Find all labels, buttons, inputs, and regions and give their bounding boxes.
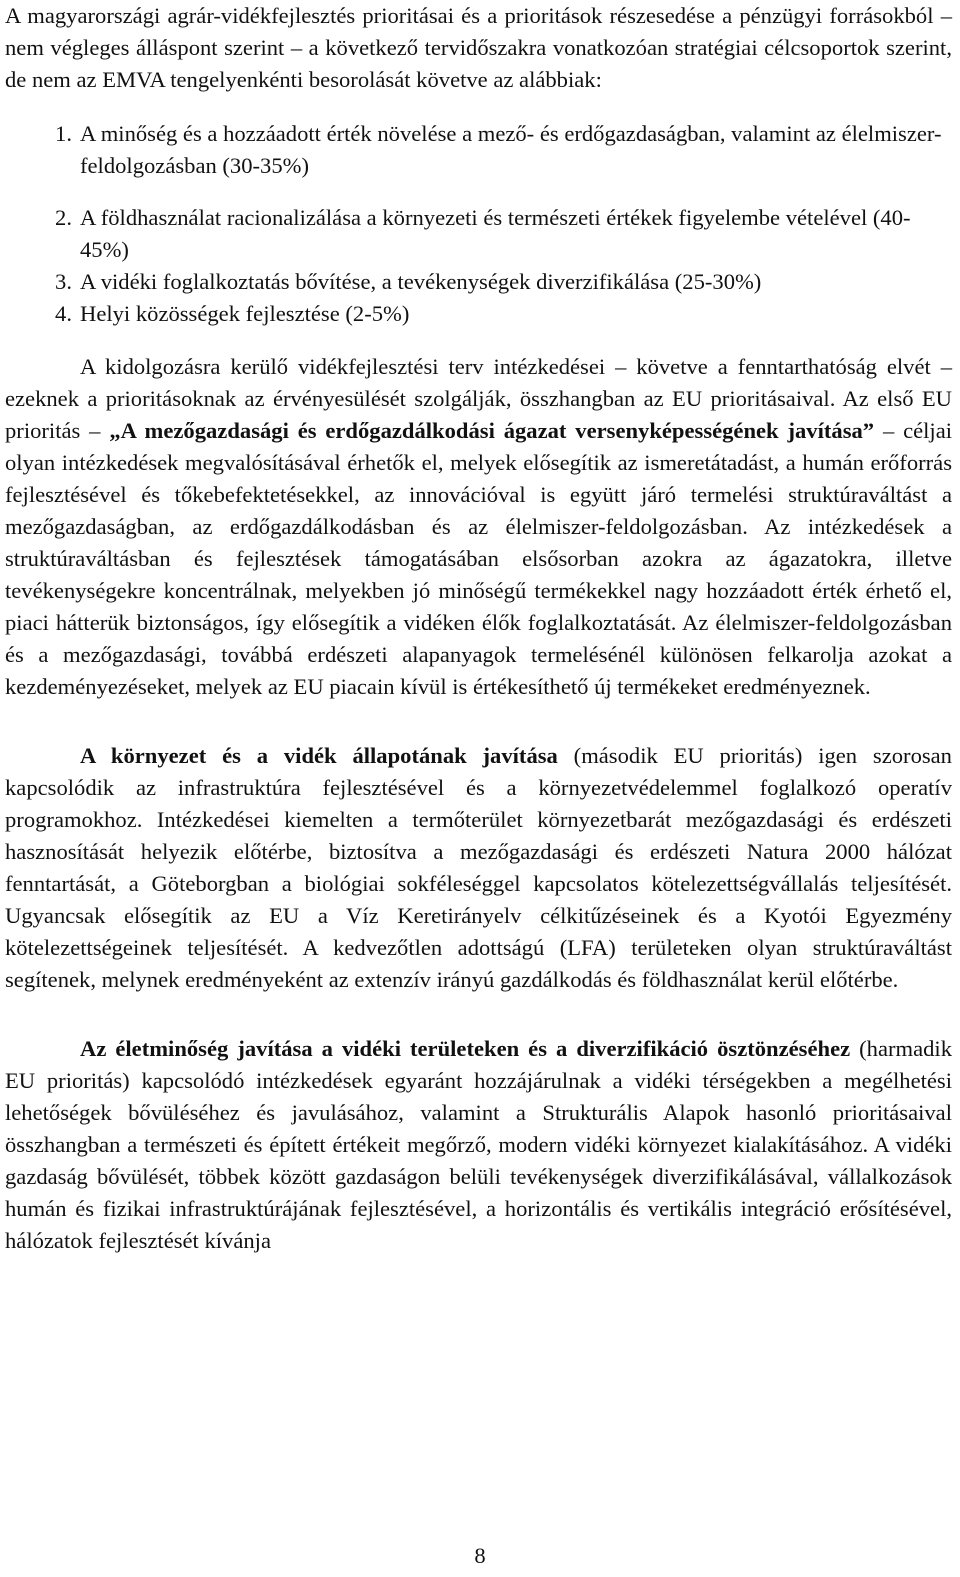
document-page [5,0,952,1257]
list-item-text: A földhasználat racionalizálása a környezeti és természeti értékek figyelembe vételével (40-45%) [80,205,911,262]
paragraph-bold-heading: „A mezőgazdasági és erdőgazdálkodási ágazat versenyképességének javítása” [109,418,875,443]
list-item-number: 1. [55,121,72,146]
list-item-text: A vidéki foglalkoztatás bővítése, a tevékenységek diverzifikálása (25-30%) [80,269,762,294]
list-item-number: 3. [55,269,72,294]
list-item [5,298,952,330]
paragraph-text: A kidolgozásra kerülő vidékfejlesztési terv intézkedései – követve a fenntarthatóság elvét – ezeknek a prioritásoknak az érvényesülését szolgálják, összhangban az EU prioritásaival. Az első EU prioritás – [5,354,952,443]
paragraph-text: (második EU prioritás) igen szorosan kapcsolódik az infrastruktúra fejlesztésével és a környezetvédelemmel foglalkozó operatív programokhoz. Intézkedései kiemelten a termőterület környezetbarát mezőgazdasági és erdészeti hasznosítását helyezik előtérbe, biztosítva a mezőgazdasági és erdészeti Natura 2000 hálózat fenntartását, a Göteborgban a biológiai sokféleséggel kapcsolatos kötelezettségvállalás teljesítését. Ugyancsak elősegítik az EU a Víz Keretirányelv célkitűzéseinek és a Kyotói Egyezmény kötelezettségeinek teljesítését. A kedvezőtlen adottságú (LFA) területeken olyan struktúraváltást segítenek, melynek eredményeként az extenzív irányú gazdálkodás és földhasználat kerül előtérbe. [5,743,952,992]
paragraph-text: (harmadik EU prioritás) kapcsolódó intézkedések egyaránt hozzájárulnak a vidéki térségekben a megélhetési lehetőségek bővüléséhez és javulásához, valamint a Strukturális Alapok hasonló prioritásaival összhangban a természeti és épített értékeit megőrző, modern vidéki környezet kialakításához. A vidéki gazdaság bővülését, többek között gazdaságon belüli tevékenységek diverzifikálásával, vállalkozások humán és fizikai infrastruktúrájának fejlesztésével, a horizontális és vertikális integráció erősítésével, hálózatok fejlesztését kívánja [5,1036,953,1253]
body-paragraph-competitiveness [5,351,952,703]
paragraph-bold-heading: A környezet és a vidék állapotának javítása [80,743,558,768]
body-paragraph-environment [5,740,952,996]
priority-list [5,118,952,330]
list-item [5,266,952,298]
intro-paragraph: A magyarországi agrár-vidékfejlesztés prioritásai és a prioritások részesedése a pénzügyi forrásokból – nem végleges álláspont szerint – a következő tervidőszakra vonatkozóan stratégiai célcsoportok szerint, de nem az EMVA tengelyenkénti besorolását követve az alábbiak: [5,3,952,92]
list-item [5,202,952,266]
list-item [5,118,952,182]
paragraph-bold-heading: Az életminőség javítása a vidéki területeken és a diverzifikáció ösztönzéséhez [80,1036,851,1061]
list-item-number: 2. [55,205,72,230]
list-item-text: Helyi közösségek fejlesztése (2-5%) [80,301,410,326]
list-item-text: A minőség és a hozzáadott érték növelése a mező- és erdőgazdaságban, valamint az élelmiszer-feldolgozásban (30-35%) [80,121,942,178]
list-item-number: 4. [55,301,72,326]
paragraph-text: – céljai olyan intézkedések megvalósításával érhetők el, melyek elősegítik az ismeretátadást, a humán erőforrás fejlesztésével és tőkebefektetésekkel, az innovációval is együtt járó termelési struktúraváltást a mezőgazdaságban, az erdőgazdálkodásban és az élelmiszer-feldolgozásban. Az intézkedések a struktúraváltásban és fejlesztések támogatásában elsősorban azokra az ágazatokra, illetve tevékenységekre koncentrálnak, melyekben jó minőségű termékekkel nagy hozzáadott érték érhető el, piaci hátterük biztonságos, így elősegítik a vidéken élők foglalkoztatását. Az élelmiszer-feldolgozásban és a mezőgazdasági, továbbá erdészeti alapanyagok termelésénél különösen felkarolja azokat a kezdeményezéseket, melyek az EU piacain kívül is értékesíthető új termékeket eredményeznek. [5,418,953,699]
body-paragraph-quality-of-life [5,1033,952,1257]
page-number: 8 [474,1543,486,1568]
